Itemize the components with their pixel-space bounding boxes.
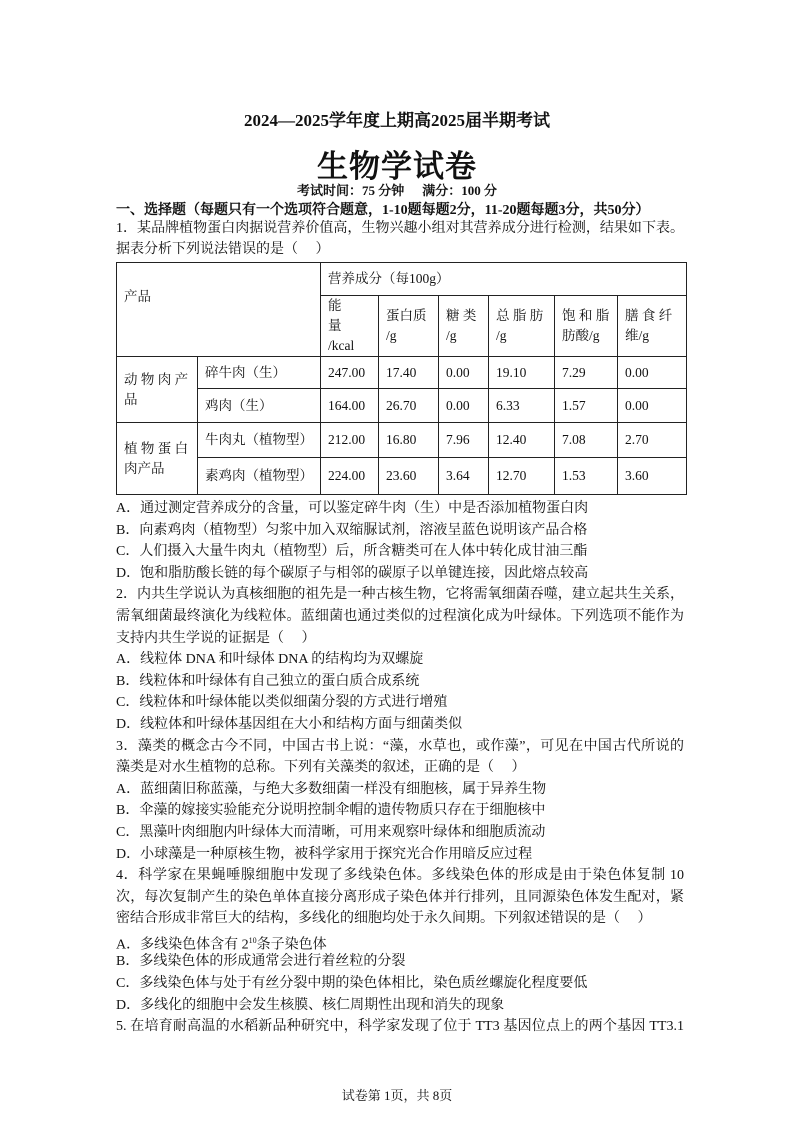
table-cell: 6.33 — [489, 389, 555, 423]
group-label: 动 物 肉 产 品 — [117, 357, 198, 423]
exam-time: 考试时间：75 分钟 — [296, 183, 405, 198]
questions-body — [116, 498, 684, 1038]
option-b: B．伞藻的嫁接实验能充分说明控制伞帽的遗传物质只存在于细胞核中 — [116, 803, 546, 819]
column-header: 膳 食 纤 维/g — [618, 296, 687, 357]
question-2-line: 需氧细菌最终演化为线粒体。蓝细菌也通过类似的过程演化成为叶绿体。下列选项不能作为 — [116, 608, 684, 624]
table-cell: 26.70 — [379, 389, 439, 423]
question-2-line: 支持内共生学说的证据是（ ） — [116, 630, 316, 646]
table-row — [117, 423, 687, 458]
question-4-line: 次，每次复制产生的染色单体直接分离形成子染色体并行排列，且同源染色体发生配对，紧 — [116, 889, 684, 905]
option-d: D．多线化的细胞中会发生核膜、核仁周期性出现和消失的现象 — [116, 997, 505, 1013]
column-header: 蛋白质 /g — [379, 296, 439, 357]
nutrition-table — [116, 262, 687, 495]
table-cell: 19.10 — [489, 357, 555, 389]
group-label: 植 物 蛋 白 肉产品 — [117, 423, 198, 495]
column-header: 总 脂 肪 /g — [489, 296, 555, 357]
product-header: 产品 — [117, 263, 321, 357]
table-cell: 7.08 — [555, 423, 618, 458]
table-cell: 1.53 — [555, 458, 618, 495]
section-heading: 一、选择题（每题只有一个选项符合题意，1-10题每题2分，11-20题每题3分，共50分） — [116, 203, 650, 218]
table-cell: 7.96 — [439, 423, 489, 458]
table-cell: 1.57 — [555, 389, 618, 423]
question-3-line: 藻类是对水生植物的总称。下列有关藻类的叙述，正确的是（ ） — [116, 760, 526, 776]
table-cell: 164.00 — [321, 389, 379, 423]
table-cell: 2.70 — [618, 423, 687, 458]
table-cell: 212.00 — [321, 423, 379, 458]
column-header: 能 量 /kcal — [321, 296, 379, 357]
table-cell: 0.00 — [618, 357, 687, 389]
option-c: C．人们摄入大量牛肉丸（植物型）后，所含糖类可在人体中转化成甘油三酯 — [116, 544, 588, 560]
product-name: 鸡肉（生） — [198, 389, 321, 423]
table-row — [117, 357, 687, 389]
option-c: C．黑藻叶肉细胞内叶绿体大而清晰，可用来观察叶绿体和细胞质流动 — [116, 824, 546, 840]
product-name: 牛肉丸（植物型） — [198, 423, 321, 458]
question-1-stem — [116, 218, 684, 260]
option-b: B．向素鸡肉（植物型）匀浆中加入双缩脲试剂，溶液呈蓝色说明该产品合格 — [116, 522, 588, 538]
table-cell: 0.00 — [439, 389, 489, 423]
option-d: D．小球藻是一种原核生物，被科学家用于探究光合作用暗反应过程 — [116, 846, 533, 862]
question-4-line: 密结合形成非常巨大的结构，多线化的细胞均处于永久间期。下列叙述错误的是（ ） — [116, 911, 652, 927]
product-name: 素鸡肉（植物型） — [198, 458, 321, 495]
question-2-line: 2．内共生学说认为真核细胞的祖先是一种古核生物，它将需氧细菌吞噬，建立起共生关系， — [116, 587, 684, 603]
question-5-line: 5. 在培育耐高温的水稻新品种研究中，科学家发现了位于 TT3 基因位点上的两个基因 TT3.1 — [116, 1019, 684, 1035]
page-footer: 试卷第 1页，共 8页 — [341, 1088, 453, 1103]
option-b: B．线粒体和叶绿体有自己独立的蛋白质合成系统 — [116, 673, 420, 689]
table-cell: 17.40 — [379, 357, 439, 389]
option-d: D．饱和脂肪酸长链的每个碳原子与相邻的碳原子以单键连接，因此熔点较高 — [116, 565, 589, 581]
option-a: A．多线染色体含有 $2^{10}$条子染色体 — [116, 935, 327, 953]
table-cell: 12.40 — [489, 423, 555, 458]
table-cell: 247.00 — [321, 357, 379, 389]
exam-score: 满分：100 分 — [422, 183, 498, 198]
table-cell: 0.00 — [439, 357, 489, 389]
option-b: B．多线染色体的形成通常会进行着丝粒的分裂 — [116, 954, 406, 970]
option-a: A．蓝细菌旧称蓝藻，与绝大多数细菌一样没有细胞核，属于异养生物 — [116, 781, 547, 797]
column-header: 饱 和 脂 肪酸/g — [555, 296, 618, 357]
table-cell: 3.64 — [439, 458, 489, 495]
option-a: A．线粒体 DNA 和叶绿体 DNA 的结构均为双螺旋 — [116, 652, 424, 668]
table-cell: 224.00 — [321, 458, 379, 495]
nutrition-group-header: 营养成分（每100g） — [321, 263, 687, 296]
option-c: C．线粒体和叶绿体能以类似细菌分裂的方式进行增殖 — [116, 695, 448, 711]
question-line: 据表分析下列说法错误的是（ ） — [116, 242, 330, 257]
table-cell: 16.80 — [379, 423, 439, 458]
table-cell: 3.60 — [618, 458, 687, 495]
exam-title: 2024—2025学年度上期高2025届半期考试 — [244, 111, 550, 130]
product-name: 碎牛肉（生） — [198, 357, 321, 389]
option-d: D．线粒体和叶绿体基因组在大小和结构方面与细菌类似 — [116, 716, 463, 732]
table-cell: 7.29 — [555, 357, 618, 389]
question-3-line: 3．藻类的概念古今不同，中国古书上说：“藻，水草也，或作藻”，可见在中国古代所说的 — [116, 738, 684, 754]
table-cell: 12.70 — [489, 458, 555, 495]
table-row — [117, 389, 687, 423]
question-line: 1．某品牌植物蛋白肉据说营养价值高，生物兴趣小组对其营养成分进行检测，结果如下表。 — [116, 221, 684, 236]
column-header: 糖 类 /g — [439, 296, 489, 357]
option-a: A．通过测定营养成分的含量，可以鉴定碎牛肉（生）中是否添加植物蛋白肉 — [116, 501, 589, 516]
question-4-line: 4．科学家在果蝇唾腺细胞中发现了多线染色体。多线染色体的形成是由于染色体复制 10 — [116, 868, 684, 884]
table-cell: 0.00 — [618, 389, 687, 423]
subject-title: 生物学试卷 — [317, 149, 477, 184]
option-c: C．多线染色体与处于有丝分裂中期的染色体相比，染色质丝螺旋化程度要低 — [116, 976, 588, 992]
exam-info — [0, 180, 794, 199]
table-cell: 23.60 — [379, 458, 439, 495]
table-row — [117, 458, 687, 495]
